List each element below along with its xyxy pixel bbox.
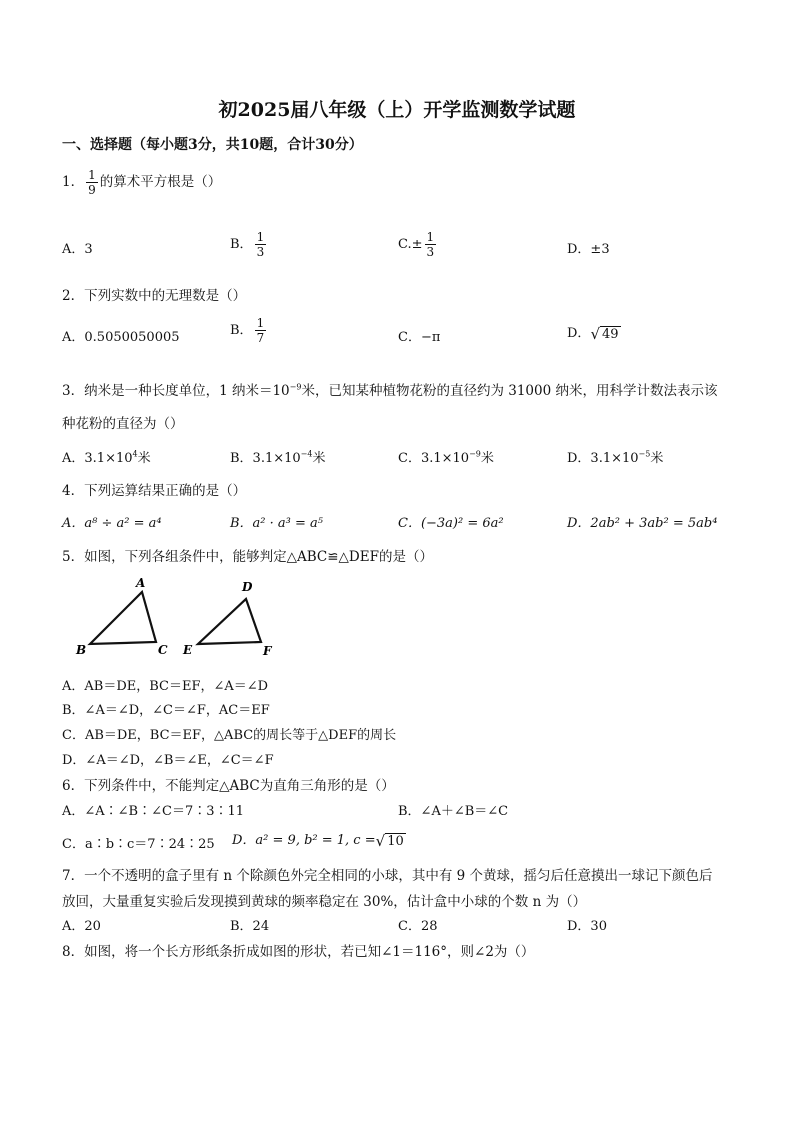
q3-option-c[interactable]: C．$3.1\times 10^{-9}$米 (398, 449, 494, 466)
question-3-line-1: 3．纳米是一种长度单位，1 纳米$=10^{-9}$米，已知某种植物花粉的直径约为 31000 纳米，用科学计数法表示该 (62, 382, 718, 399)
page-title: 初2025届八年级（上）开学监测数学试题 (218, 99, 576, 121)
question-6-stem: 6．下列条件中，不能判定△ABC为直角三角形的是（） (62, 778, 395, 794)
q1-option-d[interactable]: D．±3 (567, 242, 610, 257)
label-c: C (158, 643, 168, 657)
q6-option-b[interactable]: B．∠A＋∠B＝∠C (398, 804, 509, 819)
q7-option-d[interactable]: D．30 (567, 919, 607, 934)
q6-option-c[interactable]: C．a∶b∶c＝7∶24∶25 (62, 837, 215, 852)
q7-option-c[interactable]: C．28 (398, 919, 438, 934)
q3-option-d[interactable]: D．$3.1\times 10^{-5}$米 (567, 449, 664, 466)
label-b: B (76, 643, 87, 657)
sqrt-sign: √ 49 (590, 324, 619, 343)
q1-option-a[interactable]: A．3 (62, 242, 93, 257)
label-e: E (183, 643, 193, 657)
question-3-line-2: 种花粉的直径为（） (62, 416, 184, 432)
q4-option-d[interactable]: D．2ab² + 3ab² = 5ab⁴ (567, 516, 718, 531)
q2-option-b[interactable]: B． $\frac{1}{7}$ (230, 316, 265, 345)
section-heading: 一、选择题（每小题3分，共10题，合计30分） (62, 137, 363, 153)
q6-option-d[interactable]: D．a² = 9, b² = 1, c = √ 10 (232, 831, 404, 850)
question-5-stem: 5．如图，下列各组条件中，能够判定△ABC≌△DEF的是（） (62, 549, 433, 565)
q4-option-c[interactable]: C．(−3a)² = 6a² (398, 516, 504, 531)
q5-option-c[interactable]: C．AB＝DE，BC＝EF，△ABC的周长等于△DEF的周长 (62, 728, 397, 743)
triangle-def (198, 599, 261, 644)
q3-option-b[interactable]: B．$3.1\times 10^{-4}$米 (230, 449, 326, 466)
question-2-stem: 2．下列实数中的无理数是（） (62, 288, 247, 304)
question-7-line-1: 7．一个不透明的盒子里有 n 个除颜色外完全相同的小球，其中有 9 个黄球，摇匀后任意摸出一球记下颜色后 (62, 868, 713, 884)
q2-option-c[interactable]: C．−π (398, 330, 441, 345)
triangles-figure (70, 574, 280, 664)
q4-option-a[interactable]: A．a⁸ ÷ a² = a⁴ (62, 516, 162, 531)
sqrt-sign: √ 10 (375, 831, 404, 850)
q4-option-b[interactable]: B．a² · a³ = a⁵ (230, 516, 323, 531)
question-1-stem: 1． $\frac{1}{9}$ 的算术平方根是（） (62, 168, 222, 197)
q7-option-a[interactable]: A．20 (62, 919, 101, 934)
fraction: $\frac{1}{9}$ (88, 168, 96, 197)
q2-option-a[interactable]: A．0.5050050005 (62, 330, 180, 345)
q5-option-b[interactable]: B．∠A＝∠D，∠C＝∠F，AC＝EF (62, 703, 270, 718)
q7-option-b[interactable]: B．24 (230, 919, 270, 934)
q1-option-c[interactable]: C.± $\frac{1}{3}$ (398, 230, 435, 259)
question-4-stem: 4．下列运算结果正确的是（） (62, 483, 247, 499)
q5-option-a[interactable]: A．AB＝DE，BC＝EF，∠A＝∠D (62, 679, 269, 694)
question-8-stem: 8．如图，将一个长方形纸条折成如图的形状，若已知∠1＝116°，则∠2为（） (62, 944, 535, 960)
q3-option-a[interactable]: A．$3.1\times 10^4$米 (62, 449, 151, 466)
q2-option-d[interactable]: D． √ 49 (567, 324, 619, 343)
q5-option-d[interactable]: D．∠A＝∠D，∠B＝∠E，∠C＝∠F (62, 753, 274, 768)
label-d: D (242, 580, 253, 594)
q6-option-a[interactable]: A．∠A∶∠B∶∠C＝7∶3∶11 (62, 804, 245, 819)
label-a: A (136, 576, 146, 590)
q1-option-b[interactable]: B． $\frac{1}{3}$ (230, 230, 265, 259)
label-f: F (263, 644, 272, 658)
question-7-line-2: 放回，大量重复实验后发现摸到黄球的频率稳定在 30%，估计盒中小球的个数 n 为（） (62, 894, 587, 910)
triangle-abc (90, 592, 156, 644)
